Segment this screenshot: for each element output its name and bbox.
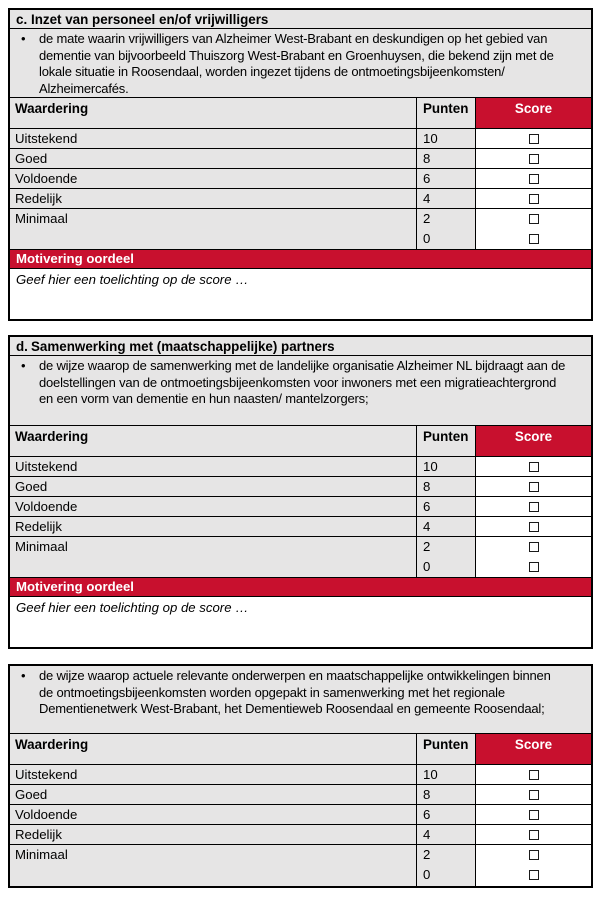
section-title: Samenwerking met (maatschappelijke) partners <box>31 338 335 354</box>
rating-row-redelijk <box>10 517 591 537</box>
score-checkbox[interactable] <box>529 174 539 184</box>
rating-label: Uitstekend <box>10 129 417 148</box>
waardering-header-cell: Waardering <box>10 734 417 764</box>
criterion-line: Alzheimercafés. <box>39 80 129 96</box>
rating-row-uitstekend <box>10 457 591 477</box>
criterion-line: lokale situatie in Roosendaal, worden ingezet tijdens de ontmoetingsbijeenkomsten/ <box>39 64 505 79</box>
score-checkbox[interactable] <box>529 542 539 552</box>
toelichting-area[interactable]: Geef hier een toelichting op de score … <box>10 597 591 647</box>
rating-row-uitstekend <box>10 765 591 785</box>
rating-row-voldoende <box>10 169 591 189</box>
rating-label: Uitstekend <box>10 765 417 784</box>
extra-criterion <box>10 666 591 734</box>
punten-header-cell: Punten <box>417 426 476 456</box>
rating-header-row <box>10 734 591 765</box>
bullet-icon: • <box>21 668 26 683</box>
punten-header-cell: Punten <box>417 98 476 128</box>
score-cell <box>476 845 591 886</box>
score-checkbox[interactable] <box>529 850 539 860</box>
punten-header-cell: Punten <box>417 734 476 764</box>
rating-points <box>417 209 476 249</box>
section-c-criterion <box>10 29 591 98</box>
rating-points: 4 <box>417 517 476 536</box>
criterion-line: de wijze waarop actuele relevante onderwerpen en maatschappelijke ontwikkelingen binnen <box>39 668 551 683</box>
rating-row-goed <box>10 149 591 169</box>
rating-points: 4 <box>417 189 476 208</box>
score-checkbox[interactable] <box>529 770 539 780</box>
score-cell <box>476 517 591 536</box>
score-cell <box>476 477 591 496</box>
toelichting-area[interactable]: Geef hier een toelichting op de score … <box>10 269 591 319</box>
rating-points-bottom: 0 <box>423 231 431 246</box>
score-checkbox[interactable] <box>529 134 539 144</box>
criterion-text <box>39 31 583 97</box>
score-checkbox[interactable] <box>529 214 539 224</box>
score-checkbox[interactable] <box>529 154 539 164</box>
motivering-header: Motivering oordeel <box>10 578 591 597</box>
score-cell <box>476 189 591 208</box>
score-cell <box>476 169 591 188</box>
rating-points: 6 <box>417 169 476 188</box>
section-c-header <box>10 10 591 29</box>
rating-row-uitstekend <box>10 129 591 149</box>
score-header-cell: Score <box>476 426 591 456</box>
rating-label: Goed <box>10 477 417 496</box>
rating-row-minimaal <box>10 537 591 578</box>
score-cell <box>476 497 591 516</box>
score-checkbox[interactable] <box>529 810 539 820</box>
score-header-cell: Score <box>476 734 591 764</box>
bullet-icon: • <box>21 358 26 373</box>
section-c-table <box>8 8 593 321</box>
section-letter: c. <box>16 11 28 27</box>
criterion-line: de wijze waarop de samenwerking met de landelijke organisatie Alzheimer NL bijdraagt aan de <box>39 358 566 373</box>
rating-points <box>417 537 476 577</box>
rating-points-bottom: 0 <box>423 559 431 574</box>
criterion-line: de mate waarin vrijwilligers van Alzheimer West-Brabant en deskundigen op het gebied van <box>39 31 548 46</box>
score-checkbox[interactable] <box>529 830 539 840</box>
rating-label: Goed <box>10 785 417 804</box>
score-checkbox[interactable] <box>529 522 539 532</box>
waardering-header-cell: Waardering <box>10 426 417 456</box>
rating-label: Redelijk <box>10 189 417 208</box>
score-cell <box>476 537 591 577</box>
rating-points: 10 <box>417 129 476 148</box>
rating-label: Minimaal <box>10 209 417 249</box>
rating-header-row <box>10 426 591 457</box>
criterion-line: doelstellingen van de ontmoetingsbijeenkomsten voor inwoners met een migratieachtergrond <box>39 374 557 390</box>
rating-row-goed <box>10 477 591 497</box>
motivering-header: Motivering oordeel <box>10 250 591 269</box>
section-d-header <box>10 337 591 356</box>
rating-points-top: 2 <box>423 847 431 862</box>
score-checkbox[interactable] <box>529 462 539 472</box>
rating-points: 6 <box>417 497 476 516</box>
rating-points-top: 2 <box>423 539 431 554</box>
rating-row-redelijk <box>10 189 591 209</box>
rating-row-redelijk <box>10 825 591 845</box>
section-d-criterion <box>10 356 591 426</box>
bullet-icon: • <box>21 31 26 46</box>
rating-points: 8 <box>417 149 476 168</box>
score-cell <box>476 825 591 844</box>
rating-row-minimaal <box>10 209 591 250</box>
rating-label: Goed <box>10 149 417 168</box>
criterion-line: en een vorm van dementie en hun naasten/ mantelzorgers; <box>39 391 369 406</box>
criterion-line: Dementienetwerk West-Brabant, het Dementieweb Roosendaal en gemeente Roosendaal; <box>39 701 545 716</box>
criterion-line: de ontmoetingsbijeenkomsten worden opgepakt in samenwerking met het regionale <box>39 684 505 700</box>
document-page <box>0 8 601 912</box>
score-header-cell: Score <box>476 98 591 128</box>
section-d-table <box>8 335 593 649</box>
rating-header-row <box>10 98 591 129</box>
criterion-text <box>39 668 583 733</box>
rating-label: Redelijk <box>10 517 417 536</box>
score-checkbox[interactable] <box>529 482 539 492</box>
score-checkbox[interactable] <box>529 870 539 880</box>
rating-label: Voldoende <box>10 805 417 824</box>
score-cell <box>476 805 591 824</box>
rating-points: 4 <box>417 825 476 844</box>
rating-label: Redelijk <box>10 825 417 844</box>
section-letter: d. <box>16 338 28 354</box>
score-cell <box>476 457 591 476</box>
rating-label: Uitstekend <box>10 457 417 476</box>
criterion-line: dementie van bijvoorbeeld Thuiszorg West-Brabant en Groenhuysen, die bekend zijn met de <box>39 47 554 63</box>
rating-points-bottom: 0 <box>423 867 431 882</box>
rating-points: 8 <box>417 785 476 804</box>
score-checkbox[interactable] <box>529 234 539 244</box>
rating-label: Voldoende <box>10 169 417 188</box>
score-cell <box>476 765 591 784</box>
extra-criterion-table <box>8 664 593 888</box>
rating-points-top: 2 <box>423 211 431 226</box>
score-cell <box>476 785 591 804</box>
score-cell <box>476 149 591 168</box>
rating-points: 8 <box>417 477 476 496</box>
section-title: Inzet van personeel en/of vrijwilligers <box>31 11 269 27</box>
rating-row-voldoende <box>10 497 591 517</box>
rating-row-voldoende <box>10 805 591 825</box>
rating-points: 6 <box>417 805 476 824</box>
rating-row-goed <box>10 785 591 805</box>
rating-label: Minimaal <box>10 537 417 577</box>
rating-points: 10 <box>417 765 476 784</box>
score-cell <box>476 129 591 148</box>
rating-row-minimaal <box>10 845 591 886</box>
score-checkbox[interactable] <box>529 194 539 204</box>
score-checkbox[interactable] <box>529 790 539 800</box>
rating-points <box>417 845 476 886</box>
score-cell <box>476 209 591 249</box>
rating-label: Minimaal <box>10 845 417 886</box>
score-checkbox[interactable] <box>529 562 539 572</box>
rating-label: Voldoende <box>10 497 417 516</box>
rating-points: 10 <box>417 457 476 476</box>
criterion-text <box>39 358 583 425</box>
waardering-header-cell: Waardering <box>10 98 417 128</box>
score-checkbox[interactable] <box>529 502 539 512</box>
